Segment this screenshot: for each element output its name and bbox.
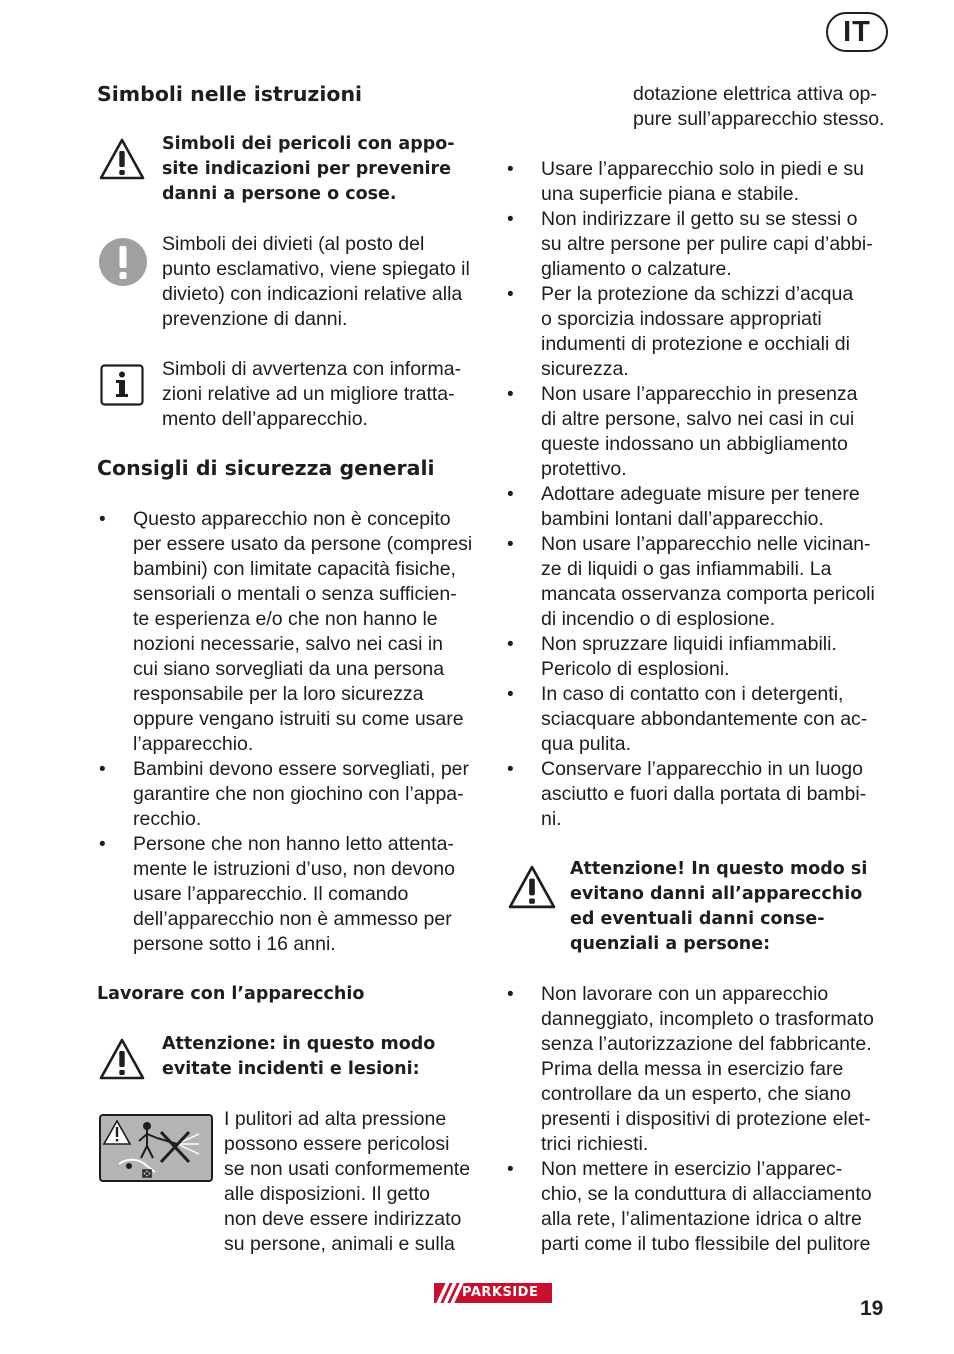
high-pressure-warning-label-icon [99,1114,213,1182]
usage-bullet-list [505,157,895,832]
section-title-symbols: Simboli nelle istruzioni [97,82,363,106]
list-item: • Non usare l’apparecchio nelle vicinan- ze di liquidi o gas infiammabili. La mancata osservanza comporta pericoli di incendio o di esplosione. [505,532,895,632]
list-item: • Non spruzzare liquidi infiammabili. Pericolo di esplosioni. [505,632,895,682]
list-item: • Persone che non hanno letto attenta- mente le istruzioni d’uso, non devono usare l’apparecchio. Il comando dell’apparecchio non è ammesso per persone sotto i 16 anni. [97,832,487,957]
safety-bullet-list [97,507,487,957]
warning-triangle-icon [507,864,557,910]
section-title-safety: Consigli di sicurezza generali [97,456,435,480]
symbol-info-text: Simboli di avvertenza con informa- zioni relative ad un migliore tratta- mento dell’apparecchio. [162,358,462,430]
list-item: • In caso di contatto con i detergenti, sciacquare abbondantemente con ac- qua pulita. [505,682,895,757]
list-item: • Usare l’apparecchio solo in piedi e su una superficie piana e stabile. [505,157,895,207]
section-title-working: Lavorare con l’apparecchio [97,984,365,1004]
list-item: • Questo apparecchio non è concepito per essere usato da persone (compresi bambini) con limitate capacità fisiche, sensoriali o mentali o senza sufficien- te esperienza e/o che non hanno le nozioni necessarie, salvo nei casi in cui siano sorvegliati da una persona responsabile per la loro sicurezza oppure vengano istruiti su come usare l’apparecchio. [97,507,487,757]
warning-triangle-icon [99,1037,145,1081]
list-item: • Bambini devono essere sorvegliati, per garantire che non giochino con l’appa- recchio. [97,757,487,832]
warning-triangle-icon [99,137,145,181]
brand-name: PARKSIDE [462,1285,539,1300]
logo-stripes-icon [434,1283,462,1303]
page-number: 19 [860,1297,884,1320]
language-badge: IT [826,12,888,52]
high-pressure-warning-text: I pulitori ad alta pressione possono essere pericolosi se non usati conformemente alle disposizioni. Il getto non deve essere indirizzato su persone, animali e sulla [224,1108,471,1255]
continued-text: dotazione elettrica attiva op- pure sull’apparecchio stesso. [633,83,885,130]
working-warning-text: Attenzione: in questo modo evitate incidenti e lesioni: [162,1034,436,1079]
symbol-danger-text: Simboli dei pericoli con appo- site indicazioni per prevenire danni a persone o cose. [162,134,455,204]
list-item: • Non usare l’apparecchio in presenza di altre persone, salvo nei casi in cui queste indossano un abbigliamento protettivo. [505,382,895,482]
list-item: • Non indirizzare il getto su se stessi o su altre persone per pulire capi d’abbi- gliamento o calzature. [505,207,895,282]
appliance-warning-text: Attenzione! In questo modo si evitano danni all’apparecchio ed eventuali danni conse- quenziali a persone: [570,859,868,954]
list-item: • Conservare l’apparecchio in un luogo asciutto e fuori dalla portata di bambi- ni. [505,757,895,832]
damage-bullet-list [505,982,895,1257]
list-item: • Adottare adeguate misure per tenere bambini lontani dall’apparecchio. [505,482,895,532]
list-item: • Per la protezione da schizzi d’acqua o sporcizia indossare appropriati indumenti di protezione e occhiali di sicurezza. [505,282,895,382]
list-item: • Non mettere in esercizio l’apparec- chio, se la conduttura di allacciamento alla rete, l’alimentazione idrica o altre parti come il tubo flessibile del pulitore [505,1157,895,1257]
symbol-prohibition-text: Simboli dei divieti (al posto del punto esclamativo, viene spiegato il divieto) con indicazioni relative alla prevenzione di danni. [162,233,470,330]
prohibition-circle-icon [98,237,148,287]
parkside-logo [434,1283,552,1303]
list-item: • Non lavorare con un apparecchio danneggiato, incompleto o trasformato senza l’autorizzazione del fabbricante. Prima della messa in esercizio fare controllare da un esperto, che siano presenti i dispositivi di protezione elet- trici richiesti. [505,982,895,1157]
info-box-icon [100,364,144,406]
